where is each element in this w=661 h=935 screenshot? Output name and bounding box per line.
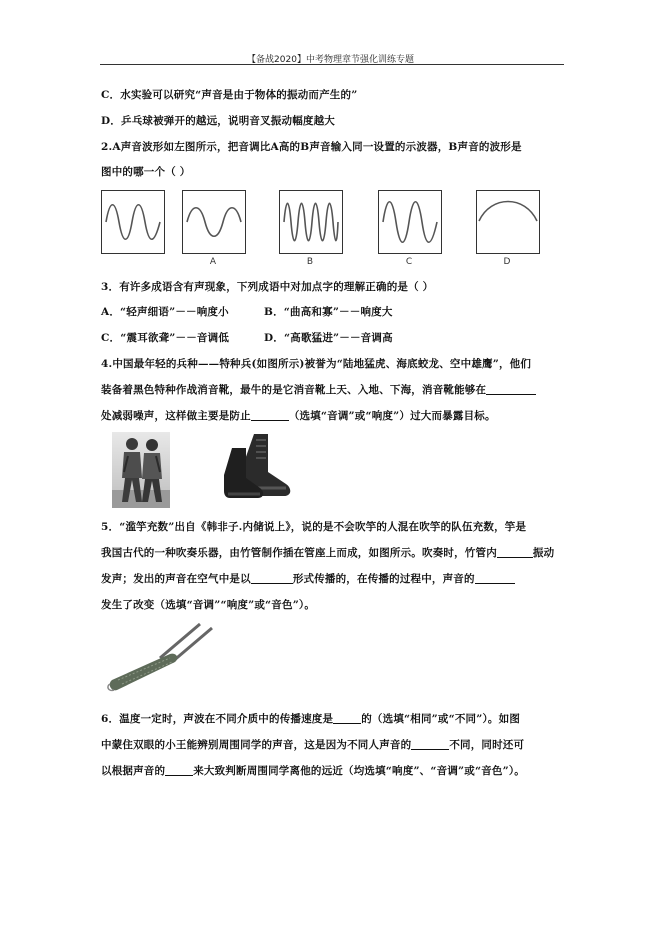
q4-line2 — [101, 383, 536, 397]
q2-stem-line2: 图中的哪一个（ ） — [101, 166, 191, 178]
q2-stem-line1: 2.A声音波形如左图所示，把音调比A高的B声音输入同一设置的示波器，B声音的波形是 — [101, 141, 522, 153]
q6-line2 — [101, 738, 524, 752]
q4-line2-text: 装备着黑色特种作战消音靴，最牛的是它消音靴上天、入地、下海，消音靴能够在 — [101, 384, 487, 396]
q5-line2-text-a: 我国古代的一种吹奏乐器，由竹管制作插在管座上而成，如图所示。吹奏时，竹管内 — [101, 547, 497, 559]
q5-blank-3[interactable] — [475, 573, 515, 584]
q6-line3-text-a: 以根据声音的 — [101, 765, 166, 777]
q6-blank-1[interactable] — [333, 713, 361, 724]
q5-line4: 发生了改变（选填“音调”“响度”或“音色”）。 — [101, 599, 316, 611]
header-divider — [100, 64, 564, 65]
q4-blank-1[interactable] — [486, 384, 536, 395]
special-forces-photo — [112, 432, 170, 508]
q3-option-c: C．“震耳欲聋”－－音调低 — [101, 332, 230, 344]
q5-line3 — [101, 572, 515, 586]
q4-line3-text-b: （选填“音调”或“响度”）过大而暴露目标。 — [288, 410, 496, 422]
q3-stem: 3．有许多成语含有声现象，下列成语中对加点字的理解正确的是（ ） — [101, 281, 434, 293]
q6-line3-text-b: 来大致判断周围同学离他的远近（均选填“响度”、“音调”或“音色”）。 — [193, 765, 525, 777]
boots-photo — [224, 430, 296, 506]
q4-line1: 4.中国最年轻的兵种——特种兵(如图所示)被誉为“陆地猛虎、海底蛟龙、空中雄鹰”，他们 — [101, 358, 532, 370]
q6-line1 — [101, 712, 520, 726]
yu-instrument-image — [102, 618, 222, 696]
q1-option-c: C．水实验可以研究“声音是由于物体的振动而产生的” — [101, 89, 358, 101]
q6-line3 — [101, 764, 525, 778]
q6-line2-text-a: 中蒙住双眼的小王能辨别周围同学的声音，这是因为不同人声音的 — [101, 739, 412, 751]
q5-line3-text-a: 发声；发出的声音在空气中是以 — [101, 573, 251, 585]
waveform-label-b: B — [306, 257, 314, 267]
q6-line1-text-b: 的（选填“相同”或“不同”）。如图 — [361, 713, 521, 725]
q5-line2 — [101, 546, 554, 560]
q5-line2-text-b: 振动 — [532, 547, 555, 559]
q3-option-d: D．“高歌猛进”－－音调高 — [264, 332, 393, 344]
q1-option-d: D．乒乓球被弹开的越远，说明音叉振动幅度越大 — [101, 115, 336, 127]
q4-line3-text-a: 处减弱噪声，这样做主要是防止 — [101, 410, 251, 422]
waveform-option-d — [476, 190, 540, 254]
q5-blank-2[interactable] — [251, 573, 293, 584]
waveform-option-b — [279, 190, 343, 254]
waveform-option-c — [378, 190, 442, 254]
waveform-label-d: D — [503, 257, 511, 267]
q6-blank-2[interactable] — [411, 739, 449, 750]
q3-option-b: B．“曲高和寡”－－响度大 — [264, 306, 393, 318]
q4-blank-2[interactable] — [251, 410, 289, 421]
waveform-label-c: C — [405, 257, 413, 267]
q5-line3-text-b: 形式传播的，在传播的过程中，声音的 — [292, 573, 475, 585]
q6-line2-text-b: 不同，同时还可 — [449, 739, 525, 751]
waveform-option-a — [182, 190, 246, 254]
q6-blank-3[interactable] — [165, 765, 193, 776]
q3-option-a: A．“轻声细语”－－响度小 — [101, 306, 229, 318]
q6-line1-text-a: 6．温度一定时，声波在不同介质中的传播速度是 — [101, 713, 334, 725]
waveform-reference — [101, 190, 165, 254]
page-header: 【备战2020】中考物理章节强化训练专题 — [247, 55, 414, 65]
q5-blank-1[interactable] — [497, 547, 533, 558]
waveform-label-a: A — [209, 257, 217, 267]
q4-line3 — [101, 409, 496, 423]
q5-line1: 5．“滥竽充数”出自《韩非子.内储说上》，说的是不会吹竽的人混在吹竽的队伍充数，竽是 — [101, 521, 527, 533]
